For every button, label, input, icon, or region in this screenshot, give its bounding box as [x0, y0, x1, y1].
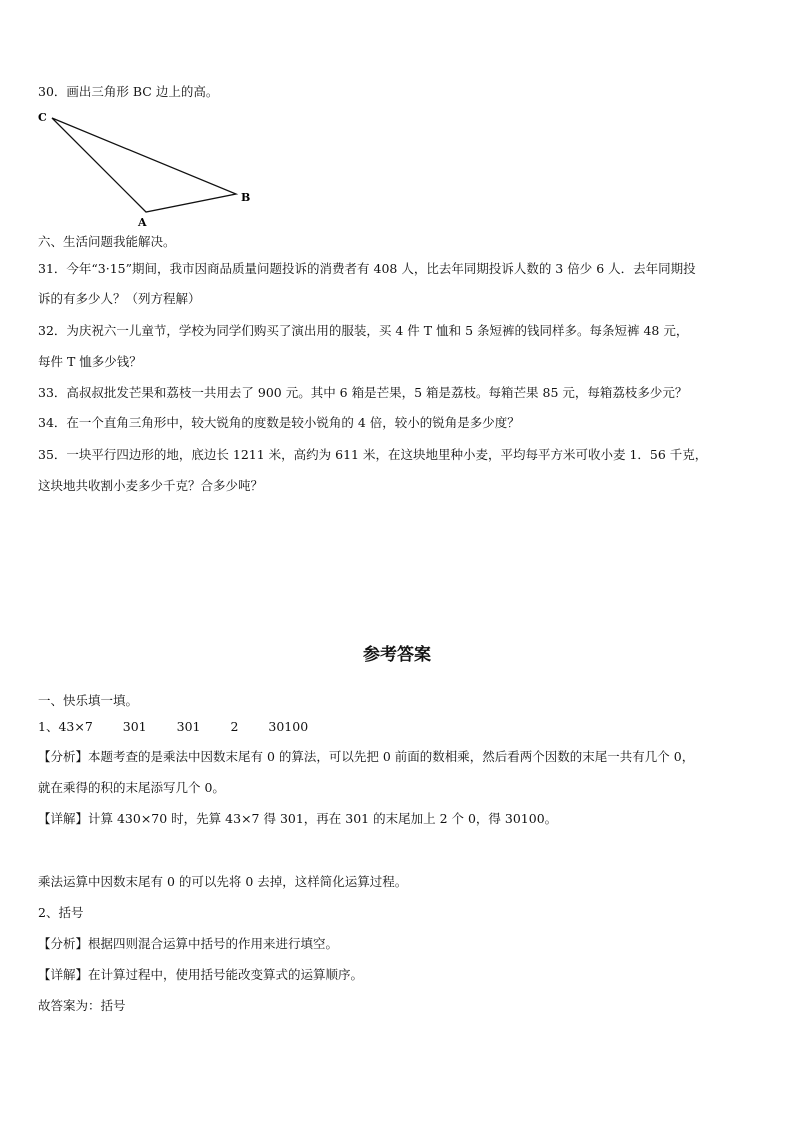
- question-33: 33．高叔叔批发芒果和荔枝一共用去了 900 元。其中 6 箱是芒果，5 箱是荔枝。每箱芒果 85 元，每箱荔枝多少元？: [38, 385, 688, 400]
- question-30: 30．画出三角形 BC 边上的高。: [38, 84, 219, 99]
- answer-2-final: 故答案为：括号: [38, 998, 126, 1013]
- answer-1-item: 30100: [268, 719, 309, 734]
- answer-1-item: 1、43×7: [38, 719, 93, 734]
- answer-1-item: 2: [230, 719, 239, 734]
- answer-1-note: 乘法运算中因数末尾有 0 的可以先将 0 去掉，这样简化运算过程。: [38, 874, 408, 889]
- answer-1-analysis-line-2: 就在乘得的积的末尾添写几个 0。: [38, 780, 225, 795]
- question-32-line-1: 32．为庆祝六一儿童节，学校为同学们购买了演出用的服装，买 4 件 T 恤和 5 条短裤的钱同样多。每条短裤 48 元，: [38, 323, 689, 338]
- triangle-abc: [52, 118, 236, 212]
- question-31-line-1: 31．今年“3·15”期间，我市因商品质量问题投诉的消费者有 408 人，比去年同期投诉人数的 3 倍少 6 人．去年同期投: [38, 261, 696, 276]
- question-34: 34．在一个直角三角形中，较大锐角的度数是较小锐角的 4 倍，较小的锐角是多少度？: [38, 415, 520, 430]
- triangle-abc-figure: [30, 105, 260, 230]
- answer-1-detail: 【详解】计算 430×70 时，先算 43×7 得 301，再在 301 的末尾加上 2 个 0，得 30100。: [38, 811, 558, 826]
- question-35-line-2: 这块地共收割小麦多少千克？合多少吨？: [38, 478, 264, 493]
- answer-1-analysis-line-1: 【分析】本题考查的是乘法中因数末尾有 0 的算法，可以先把 0 前面的数相乘，然后看两个因数的末尾一共有几个 0，: [38, 749, 695, 764]
- question-35-line-1: 35．一块平行四边形的地，底边长 1211 米，高约为 611 米，在这块地里种小麦，平均每平方米可收小麦 1．56 千克，: [38, 447, 708, 462]
- vertex-label-b: B: [241, 191, 251, 204]
- question-31-line-2: 诉的有多少人？（列方程解）: [38, 291, 201, 306]
- answer-2-detail: 【详解】在计算过程中，使用括号能改变算式的运算顺序。: [38, 967, 364, 982]
- vertex-label-a: A: [138, 216, 147, 229]
- answer-1-values: [38, 719, 334, 735]
- answer-2-heading: 2、括号: [38, 905, 84, 920]
- answer-1-item: 301: [176, 719, 201, 734]
- answer-key-title: 参考答案: [363, 645, 431, 665]
- section-6-heading: 六、生活问题我能解决。: [38, 234, 176, 249]
- question-32-line-2: 每件 T 恤多少钱？: [38, 354, 142, 369]
- answer-1-item: 301: [122, 719, 147, 734]
- vertex-label-c: C: [38, 111, 47, 124]
- answer-section-1-heading: 一、快乐填一填。: [38, 693, 139, 708]
- answer-2-analysis: 【分析】根据四则混合运算中括号的作用来进行填空。: [38, 936, 339, 951]
